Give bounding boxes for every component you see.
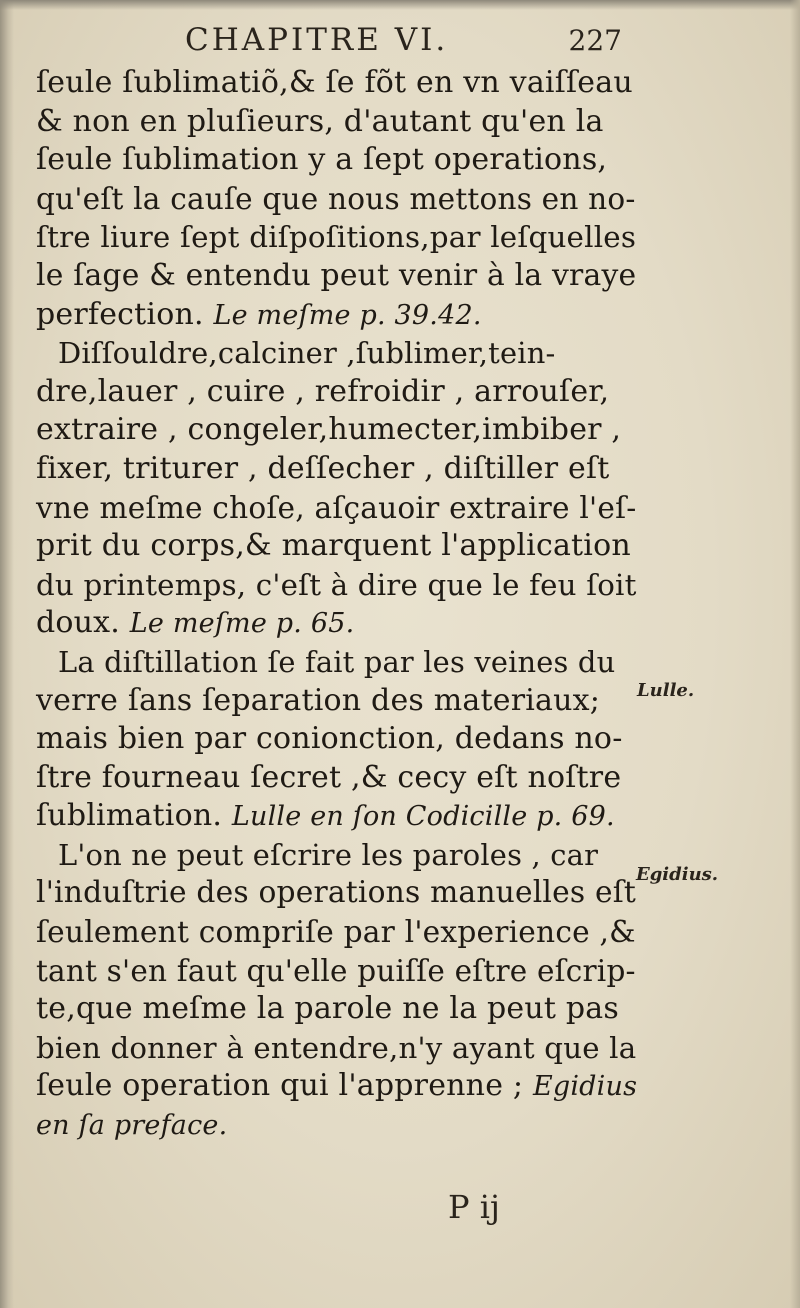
text-line [36, 103, 636, 142]
line-text: tant s'en faut qu'elle puiſſe eſtre eſcrip- [36, 953, 636, 988]
line-text: bien donner à entendre,n'y ayant que la [36, 1030, 637, 1065]
text-line [36, 913, 636, 952]
citation-text: Lulle en ſon Codicille p. 69. [231, 801, 615, 833]
text-line [36, 643, 636, 682]
page-right-edge [790, 0, 800, 1308]
line-text: doux. [36, 605, 130, 641]
text-line [36, 218, 636, 257]
line-text: perfection. [36, 296, 214, 332]
line-text: ſeule ſublimation y a ſept operations, [36, 142, 608, 178]
page-left-edge [0, 0, 14, 1308]
line-text: ſtre fourneau ſecret ,& cecy eſt noſtre [36, 759, 622, 795]
text-line [36, 450, 636, 489]
text-line [36, 64, 636, 103]
line-text: La diſtillation ſe fait par les veines du [58, 644, 616, 679]
text-line [36, 296, 636, 335]
margin-note-egidius: Egidius. [636, 864, 719, 885]
body-text [36, 64, 636, 1145]
page-header [40, 22, 630, 66]
text-line [36, 411, 636, 450]
text-line [36, 141, 636, 180]
text-line [36, 874, 636, 913]
line-text: ſeulement compriſe par l'experience ,& [36, 914, 636, 950]
line-text: ſublimation. [36, 798, 232, 834]
line-text: vne meſme choſe, aſçauoir extraire l'eſ- [36, 490, 637, 525]
citation-text: Le meſme p. 39.42. [213, 299, 482, 331]
line-text: extraire , congeler,humecter,imbiber , [36, 412, 622, 448]
line-text: le ſage & entendu peut venir à la vraye [36, 257, 637, 293]
text-line [36, 257, 636, 296]
text-line [36, 489, 636, 528]
line-text: L'on ne peut eſcrire les paroles , car [58, 837, 599, 872]
line-text: dre,lauer , cuire , refroidir , arrouſer, [36, 373, 610, 409]
line-text: te,que meſme la parole ne la peut pas [36, 991, 619, 1027]
running-head: CHAPITRE VI. [185, 22, 449, 58]
text-line [36, 1029, 636, 1068]
text-line [36, 797, 636, 836]
text-line [36, 373, 636, 412]
signature-mark: P ij [448, 1188, 500, 1226]
page-top-edge [0, 0, 800, 10]
text-line [36, 836, 636, 875]
text-line [36, 952, 636, 991]
line-text: prit du corps,& marquent l'application [36, 528, 631, 564]
line-text: l'induſtrie des operations manuelles eſt [36, 875, 637, 911]
line-text: du printemps, c'eſt à dire que le feu ſoit [36, 567, 637, 602]
line-text: mais bien par conionction, dedans no- [36, 721, 623, 757]
text-line [36, 527, 636, 566]
line-text: ſeule operation qui l'apprenne ; [36, 1068, 533, 1104]
line-text: fixer, triturer , deſſecher , diſtiller eſt [36, 450, 610, 486]
line-text: & non en pluſieurs, d'autant qu'en la [36, 103, 604, 139]
citation-text: en ſa preface. [36, 1110, 228, 1142]
line-text: ſeule ſublimatiõ,& ſe fõt en vn vaiſſeau [36, 65, 633, 100]
text-line [36, 566, 636, 605]
text-line [36, 1106, 636, 1145]
line-text: ſtre liure ſept diſpoſitions,par leſquelles [36, 220, 637, 255]
text-line [36, 604, 636, 643]
line-text: qu'eſt la cauſe que nous mettons en no- [36, 181, 636, 216]
line-text: verre ſans ſeparation des materiaux; [36, 682, 601, 718]
citation-text: Le meſme p. 65. [129, 608, 355, 640]
text-line [36, 720, 636, 759]
text-line [36, 990, 636, 1029]
page-number: 227 [568, 24, 622, 57]
text-line [36, 682, 636, 721]
line-text: Diſſouldre,calciner ,ſublimer,tein- [58, 336, 556, 371]
text-line [36, 334, 636, 373]
margin-note-lulle: Lulle. [637, 680, 695, 701]
text-line [36, 180, 636, 219]
text-line [36, 1067, 636, 1106]
text-line [36, 759, 636, 798]
citation-text: Egidius [532, 1071, 638, 1103]
